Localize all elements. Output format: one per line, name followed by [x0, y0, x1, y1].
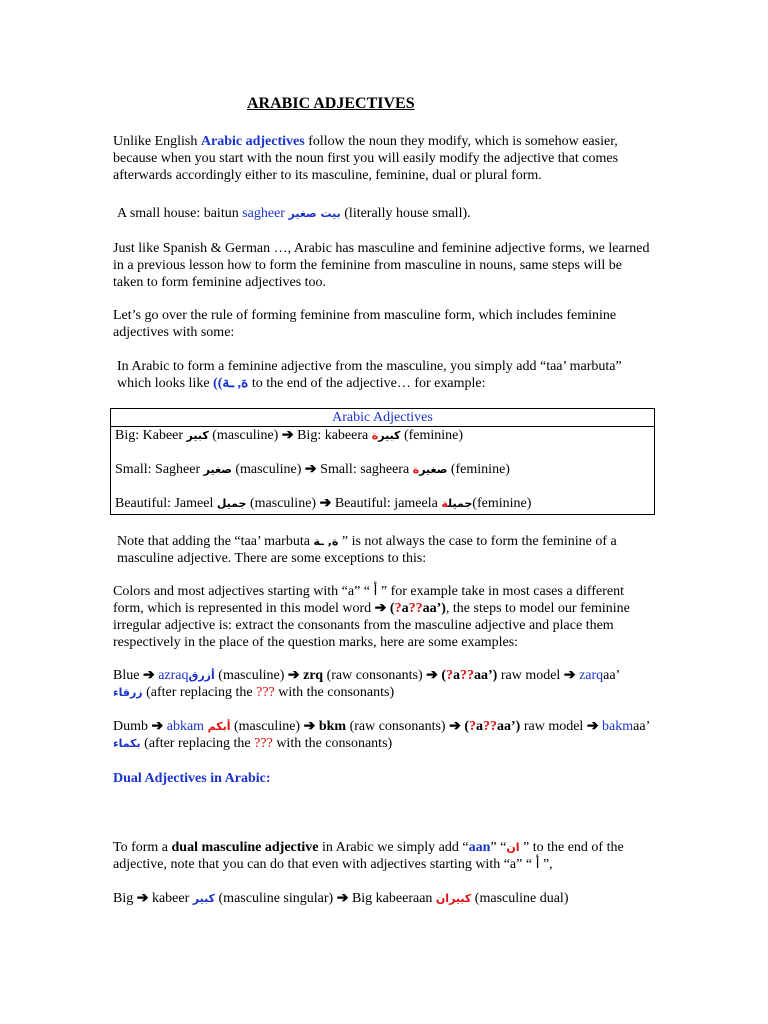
dumb-example: Dumb ➔ abkam أبكم (masculine) ➔ bkm (raw consonants) ➔ (?a??aa’) raw model ➔ bakmaa’ بكماء (after replacing the ??? with the consonants): [113, 719, 651, 751]
table-row: Big: Kabeer كبير (masculine) ➔ Big: kabeera كبيرة (feminine): [115, 428, 464, 443]
exception-note-paragraph: Note that adding the “taa’ marbuta ة, ـة ” is not always the case to form the feminine of a masculine adjective. There are some exceptions to this:: [117, 534, 617, 566]
big-dual-example: Big ➔ kabeer كبير (masculine singular) ➔ Big kabeeraan كبيران (masculine dual): [113, 891, 569, 906]
small-house-example: A small house: baitun sagheer بيت صغير (literally house small).: [117, 206, 471, 221]
page-title: ARABIC ADJECTIVES: [247, 95, 415, 112]
dual-paragraph: To form a dual masculine adjective in Arabic we simply add “aan” “ان ” to the end of the adjective, note that you can do that even with adjectives starting with “a” “ أ ”,: [113, 840, 624, 872]
dual-adjectives-heading: Dual Adjectives in Arabic:: [113, 771, 271, 786]
table-header: Arabic Adjectives: [111, 409, 655, 427]
spanish-german-paragraph: Just like Spanish & German …, Arabic has masculine and feminine adjective forms, we learned in a previous lesson how to form the feminine from masculine in nouns, same steps will be taken to form feminine adjectives too.: [113, 241, 650, 290]
arrow-icon: ➔: [374, 601, 387, 616]
table-row: Small: Sagheer صغير (masculine) ➔ Small: sagheera صغيرة (feminine): [115, 462, 510, 477]
colors-paragraph: Colors and most adjectives starting with “a” “ أ ” for example take in most cases a different form, which is represented in this model word ➔ (?a??aa’), the steps to model our feminine irregular adjective is: extract the consonants from the masculine adjective and place them respectively in the place of the question marks, here are some examples:: [113, 584, 630, 650]
arrow-icon: ➔: [586, 719, 599, 734]
feminine-rule-paragraph: Let’s go over the rule of forming feminine from masculine form, which includes feminine adjectives with some:: [113, 308, 617, 340]
arrow-icon: ➔: [319, 496, 332, 511]
arrow-icon: ➔: [336, 891, 349, 906]
taa-marbuta-paragraph: In Arabic to form a feminine adjective from the masculine, you simply add “taa’ marbuta” which looks like ((ة, ـة to the end of the adjective… for example:: [117, 359, 622, 391]
arrow-icon: ➔: [287, 668, 300, 683]
table-row: Beautiful: Jameel جميل (masculine) ➔ Beautiful: jameela جميلة (feminine): [115, 496, 532, 511]
arrow-icon: ➔: [136, 891, 149, 906]
arrow-icon: ➔: [142, 668, 155, 683]
adjectives-table: [110, 408, 655, 515]
arrow-icon: ➔: [151, 719, 164, 734]
arrow-icon: ➔: [304, 462, 317, 477]
arrow-icon: ➔: [426, 668, 438, 683]
arabic-adjectives-link[interactable]: Arabic adjectives: [200, 134, 305, 149]
blue-example: Blue ➔ azraqأزرق (masculine) ➔ zrq (raw consonants) ➔ (?a??aa’) raw model ➔ zarqaa’ زرقاء (after replacing the ??? with the consonants): [113, 668, 621, 700]
arrow-icon: ➔: [303, 719, 316, 734]
arrow-icon: ➔: [563, 668, 576, 683]
arrow-icon: ➔: [281, 428, 294, 443]
intro-paragraph: Unlike English Arabic adjectives follow the noun they modify, which is somehow easier, because when you start with the noun first you will easily modify the adjective that comes afterwards accordingly either to its masculine, feminine, dual or plural form.: [113, 134, 619, 183]
arrow-icon: ➔: [449, 719, 461, 734]
